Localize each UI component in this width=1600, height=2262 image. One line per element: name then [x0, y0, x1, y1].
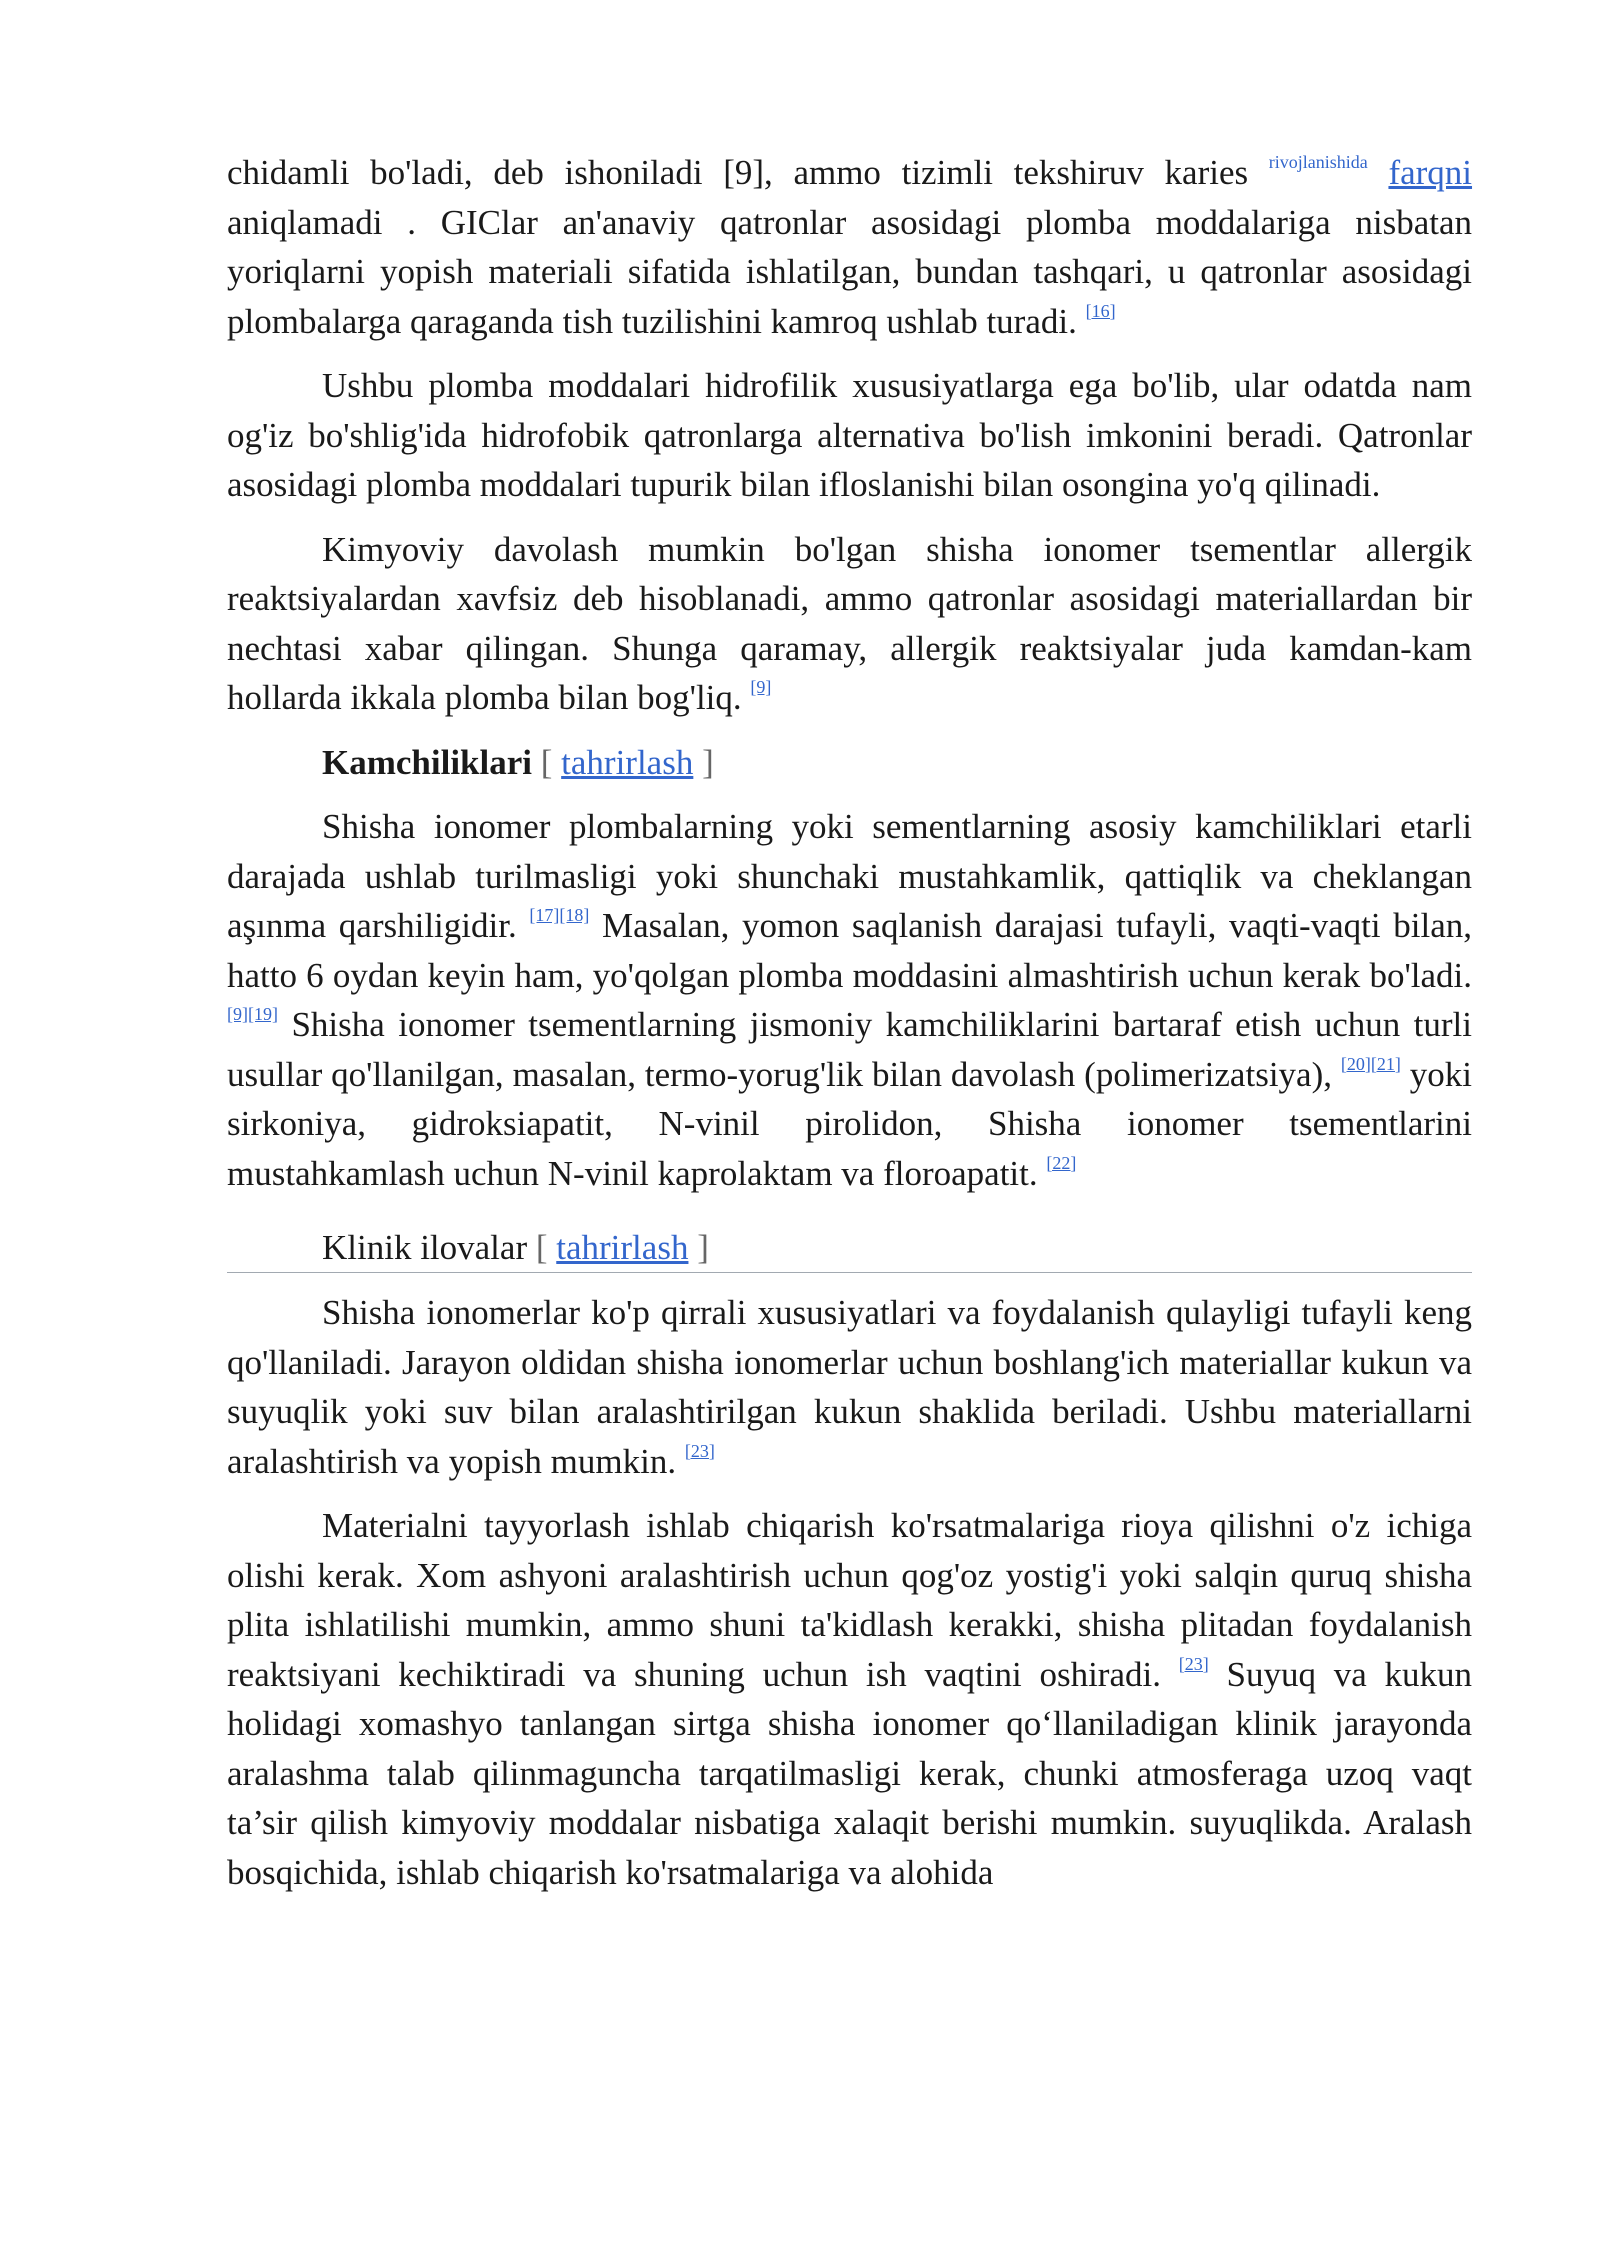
- paragraph-text: Materialni tayyorlash ishlab chiqarish ko'rsatmalariga rioya qilishni o'z ichiga olishi kerak. Xom ashyoni aralashtirish uchun qog'oz yostig'i yoki salqin quruq shisha plita ishlatilishi mumkin, ammo shuni ta'kidlash kerakki, shisha plitadan foydalanish reaktsiyani kechiktiradi va shuning uchun ish vaqtini oshiradi.: [227, 1506, 1472, 1694]
- citation-9[interactable]: [9]: [227, 1004, 248, 1024]
- paragraph-text: Masalan, yomon saqlanish darajasi tufayli, vaqti-vaqti bilan, hatto 6 oydan keyin ham, yo'qolgan plomba moddasini almashtirish uchun kerak bo'ladi.: [227, 906, 1473, 995]
- edit-bracket-close: ]: [702, 742, 714, 782]
- paragraph-3: [227, 525, 1472, 723]
- paragraph-text: Shisha ionomer plombalarning yoki sementlarning asosiy kamchiliklari etarli darajada ushlab turilmasligi yoki shunchaki mustahkamlik, qattiqlik va cheklangan aşınma qarshiligidir.: [227, 807, 1472, 945]
- paragraph-5: [227, 1288, 1472, 1486]
- edit-bracket-open: [: [540, 742, 553, 782]
- citation-17[interactable]: [17]: [529, 905, 560, 925]
- citation-16[interactable]: [16]: [1085, 300, 1116, 321]
- citation-21[interactable]: [21]: [1370, 1053, 1401, 1074]
- citation-22[interactable]: [22]: [1046, 1152, 1077, 1173]
- edit-bracket-close: ]: [697, 1228, 709, 1267]
- section-heading-kamchiliklari: [227, 738, 1472, 788]
- paragraph-1: [227, 148, 1472, 346]
- section-title: Kamchiliklari: [322, 742, 532, 782]
- section-title: Klinik ilovalar: [322, 1228, 528, 1267]
- citation-20[interactable]: [20]: [1340, 1053, 1371, 1074]
- paragraph-text: Shisha ionomerlar ko'p qirrali xususiyatlari va foydalanish qulayligi tufayli keng qo'llaniladi. Jarayon oldidan shisha ionomerlar uchun boshlang'ich materiallar kukun va suyuqlik yoki suv bilan aralashtirilgan kukun shaklida beriladi. Ushbu materiallarni aralashtirish va yopish mumkin.: [227, 1293, 1472, 1481]
- paragraph-4: [227, 802, 1472, 1198]
- paragraph-6: [227, 1501, 1472, 1897]
- superscript-note: rivojlanishida: [1268, 152, 1368, 172]
- edit-bracket-open: [: [535, 1228, 548, 1267]
- link-farqni[interactable]: farqni: [1388, 153, 1473, 192]
- paragraph-2: Ushbu plomba moddalari hidrofilik xususiyatlarga ega bo'lib, ular odatda nam og'iz bo'shlig'ida hidrofobik qatronlarga alternativa bo'lish imkonini beradi. Qatronlar asosidagi plomba moddalari tupurik bilan ifloslanishi bilan osongina yo'q qilinadi.: [227, 366, 1472, 504]
- paragraph-text: yoki sirkoniya, gidroksiapatit, N-vinil pirolidon, Shisha ionomer tsementlarini mustahkamlash uchun N-vinil kaprolaktam va floroapatit.: [227, 1054, 1473, 1193]
- paragraph-text: aniqlamadi . GIClar an'anaviy qatronlar asosidagi plomba moddalariga nisbatan yoriqlarni yopish materiali sifatida ishlatilgan, bundan tashqari, u qatronlar asosidagi plombalarga qaraganda tish tuzilishini kamroq ushlab turadi.: [227, 202, 1472, 341]
- paragraph-text: Shisha ionomer tsementlarning jismoniy kamchiliklarini bartaraf etish uchun turli usullar qo'llanilgan, masalan, termo-yorug'lik bilan davolash (polimerizatsiya),: [227, 1005, 1472, 1094]
- paragraph-text: chidamli bo'ladi, deb ishoniladi [9], ammo tizimli tekshiruv karies: [227, 153, 1249, 192]
- edit-link[interactable]: tahrirlash: [561, 742, 694, 782]
- citation-18[interactable]: [18]: [559, 905, 590, 925]
- citation-19[interactable]: [19]: [248, 1004, 278, 1024]
- citation-23[interactable]: [23]: [1178, 1653, 1209, 1674]
- citation-23[interactable]: [23]: [684, 1440, 715, 1461]
- section-heading-klinik-ilovalar: [227, 1226, 1472, 1273]
- document-page: [227, 148, 1472, 1897]
- citation-9[interactable]: [9]: [750, 677, 772, 697]
- edit-link[interactable]: tahrirlash: [556, 1228, 689, 1267]
- paragraph-text: Kimyoviy davolash mumkin bo'lgan shisha ionomer tsementlar allergik reaktsiyalardan xavfsiz deb hisoblanadi, ammo qatronlar asosidagi materiallardan bir nechtasi xabar qilingan. Shunga qaramay, allergik reaktsiyalar juda kamdan-kam hollarda ikkala plomba bilan bog'liq.: [227, 529, 1472, 717]
- paragraph-text: Suyuq va kukun holidagi xomashyo tanlangan sirtga shisha ionomer qo‘llaniladigan klinik jarayonda aralashma talab qilinmaguncha tarqatilmasligi kerak, chunki atmosferaga uzoq vaqt ta’sir qilish kimyoviy moddalar nisbatiga xalaqit berishi mumkin. suyuqlikda. Aralash bosqichida, ishlab chiqarish ko'rsatmalariga va alohida: [227, 1654, 1473, 1892]
